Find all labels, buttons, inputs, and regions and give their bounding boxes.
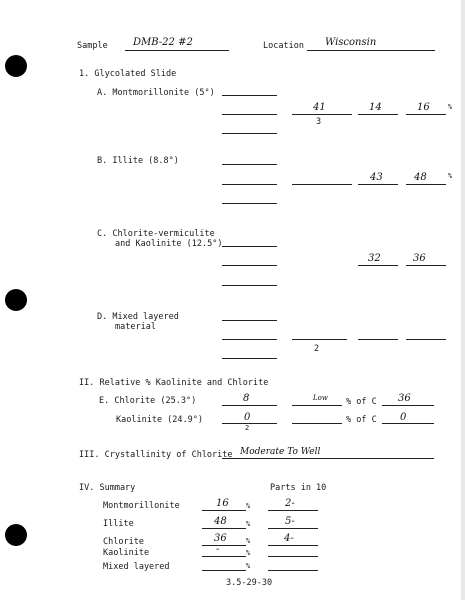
k-value-line (222, 423, 277, 424)
summary-label-kaolinite: Kaolinite (103, 548, 150, 558)
parts-header: Parts in 10 (270, 483, 327, 493)
c-value-2: 36 (413, 253, 426, 264)
b-value-1: 43 (370, 172, 383, 183)
item-e-label: E. Chlorite (25.3°) (99, 396, 197, 406)
a-value-3: 16 (417, 102, 430, 113)
summary-label-illite: Illite (103, 519, 134, 529)
summary-pct-line-3 (202, 545, 246, 546)
d-blank-3 (222, 358, 277, 359)
summary-pct-line-2 (202, 528, 246, 529)
sample-value: DMB-22 #2 (133, 37, 193, 48)
a-col3-line (406, 114, 446, 115)
page-edge (461, 0, 465, 600)
b-value-2: 48 (414, 172, 427, 183)
summary-parts-line-2 (268, 528, 318, 529)
summary-label-mixed-layered: Mixed layered (103, 562, 170, 572)
footer-code: 3.5-29-30 (226, 578, 273, 588)
a-blank-2 (222, 114, 277, 115)
c-blank-1 (222, 246, 277, 247)
e-value-line (222, 405, 277, 406)
binder-hole-middle (5, 289, 27, 311)
summary-pct-sign-2: % (246, 520, 251, 528)
summary-pct-sign-1: % (246, 502, 251, 510)
summary-parts-line-4 (268, 556, 318, 557)
summary-parts-line-5 (268, 570, 318, 571)
a-col1-line (292, 114, 352, 115)
summary-pct-sign-5: % (246, 562, 251, 570)
crystallinity-line (222, 458, 434, 459)
summary-parts-chlorite: 4- (284, 533, 294, 544)
section-2-title: II. Relative % Kaolinite and Chlorite (79, 378, 269, 388)
b-col1-line (292, 184, 352, 185)
c-value-1: 32 (368, 253, 381, 264)
section-1-title: 1. Glycolated Slide (79, 69, 177, 79)
crystallinity-value: Moderate To Well (240, 447, 321, 457)
c-col2-line (358, 265, 398, 266)
location-line (307, 50, 435, 51)
summary-pct-sign-3: % (246, 537, 251, 545)
summary-parts-illite: 5- (285, 516, 295, 527)
e-value: 8 (243, 393, 250, 404)
a-value-1: 41 (313, 102, 326, 113)
summary-pct-montmorillonite: 16 (216, 498, 229, 509)
c-col3-line (406, 265, 446, 266)
b-pct: % (448, 172, 453, 180)
c-blank-2 (222, 265, 277, 266)
summary-pct-kaolinite: - (216, 544, 220, 555)
a-col2-line (358, 114, 398, 115)
summary-pct-chlorite: 36 (214, 533, 227, 544)
b-col3-line (406, 184, 446, 185)
summary-label-montmorillonite: Montmorillonite (103, 501, 180, 511)
d-small-note: 2 (314, 344, 320, 354)
section-3-title: III. Crystallinity of Chlorite (79, 450, 233, 460)
e-of-c: % of C (346, 397, 377, 407)
kaolinite-label: Kaolinite (24.9°) (116, 415, 203, 425)
b-blank-1 (222, 164, 277, 165)
summary-parts-montmorillonite: 2- (285, 498, 295, 509)
location-value: Wisconsin (325, 37, 377, 48)
k-small-note: 2 (245, 424, 250, 432)
a-blank-1 (222, 95, 277, 96)
a-blank-3 (222, 133, 277, 134)
k-value: 0 (244, 412, 251, 423)
item-c-label-2: and Kaolinite (12.5°) (115, 239, 223, 249)
d-col2-line (358, 339, 398, 340)
d-col1-line (292, 339, 347, 340)
a-value-2: 14 (369, 102, 382, 113)
e-mid-value: Low (313, 394, 328, 402)
location-label: Location (263, 41, 304, 51)
b-blank-3 (222, 203, 277, 204)
section-4-title: IV. Summary (79, 483, 136, 493)
item-d-label-2: material (115, 322, 156, 332)
binder-hole-bottom (5, 524, 27, 546)
summary-label-chlorite: Chlorite (103, 537, 144, 547)
summary-pct-line-4 (202, 556, 246, 557)
k-mid-line (292, 423, 342, 424)
k-result-line (382, 423, 434, 424)
a-small-note: 3 (316, 117, 322, 127)
summary-pct-illite: 48 (214, 516, 227, 527)
d-col3-line (406, 339, 446, 340)
summary-pct-sign-4: % (246, 549, 251, 557)
sample-label: Sample (77, 41, 108, 51)
d-blank-1 (222, 320, 277, 321)
b-blank-2 (222, 184, 277, 185)
c-blank-3 (222, 285, 277, 286)
e-mid-line (292, 405, 342, 406)
k-of-c: % of C (346, 415, 377, 425)
item-b-label: B. Illite (8.8°) (97, 156, 179, 166)
summary-parts-line-1 (268, 510, 318, 511)
item-d-label-1: D. Mixed layered (97, 312, 179, 322)
b-col2-line (358, 184, 398, 185)
e-result: 36 (398, 393, 411, 404)
summary-pct-line-1 (202, 510, 246, 511)
e-result-line (382, 405, 434, 406)
binder-hole-top (5, 55, 27, 77)
k-result: 0 (400, 412, 407, 423)
sample-line (125, 50, 229, 51)
summary-parts-line-3 (268, 545, 318, 546)
item-c-label-1: C. Chlorite-vermiculite (97, 229, 215, 239)
d-blank-2 (222, 339, 277, 340)
item-a-label: A. Montmorillonite (5°) (97, 88, 215, 98)
a-pct: % (448, 103, 453, 111)
summary-pct-line-5 (202, 570, 246, 571)
